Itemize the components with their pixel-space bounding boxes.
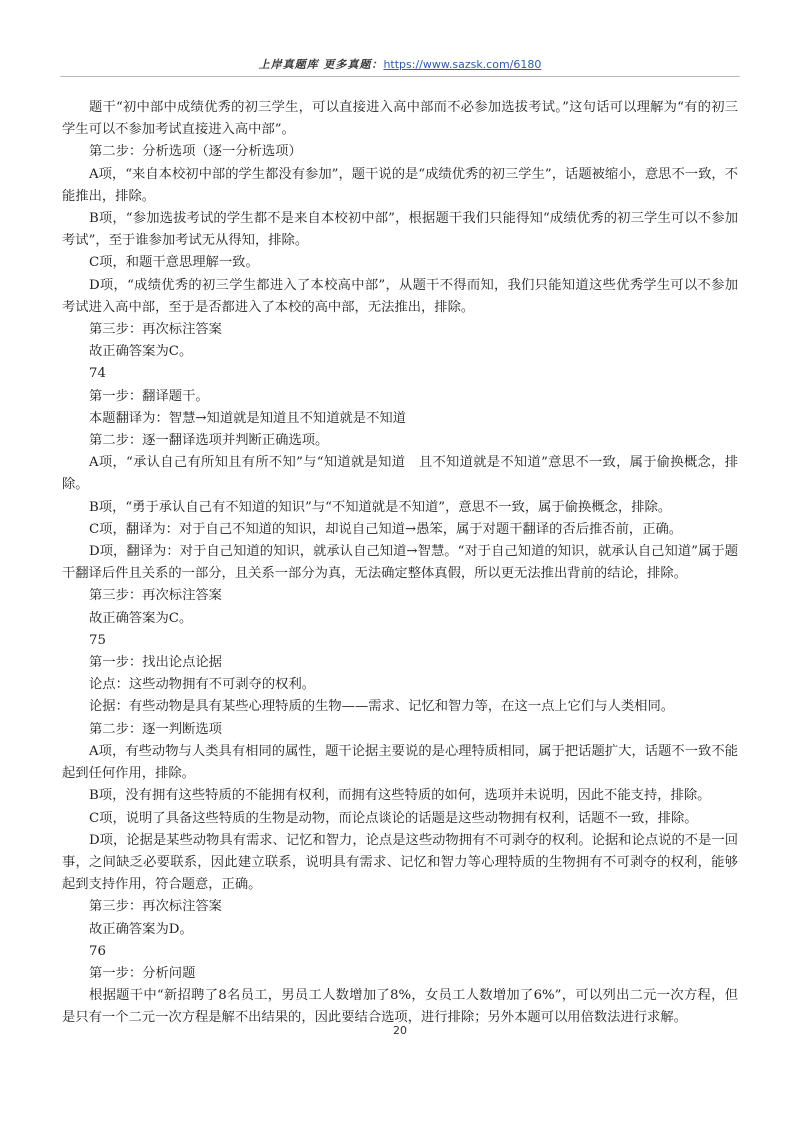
page-number: 20 (393, 1024, 407, 1037)
header-link[interactable]: https://www.sazsk.com/6180 (383, 58, 542, 71)
paragraph: 故正确答案为D。 (89, 921, 193, 937)
paragraph: B项，“勇于承认自己有不知道的知识”与“不知道就是不知道”，意思不一致，属于偷换概念，排除。 (89, 499, 672, 515)
paragraph: A项，“承认自己有所知且有所不知”与“知道就是知道 且不知道就是不知道”意思不一致，属于偷换概念，排除。 (62, 455, 738, 493)
paragraph: 第一步：找出论点论据 (89, 655, 222, 671)
paragraph: 论点：这些动物拥有不可剥夺的权利。 (89, 677, 316, 693)
paragraph: 第二步：逐一判断选项 (89, 721, 222, 737)
paragraph: 74 (89, 366, 106, 382)
paragraph: 故正确答案为C。 (89, 344, 193, 360)
paragraph: D项，翻译为：对于自己知道的知识，就承认自己知道→智慧。“对于自己知道的知识，就承认自己知道”属于题干翻译后件且关系的一部分，且关系一部分为真，无法确定整体真假，所以更无法推出背前的结论，排除。 (62, 544, 738, 582)
paragraph: 第一步：翻译题干。 (89, 388, 209, 404)
header-label: 上岸真题库 更多真题： (258, 58, 384, 71)
paragraph: C项，翻译为：对于自己不知道的知识，却说自己知道→愚笨，属于对题干翻译的否后推否前，正确。 (89, 521, 683, 537)
paragraph: 论据：有些动物是具有某些心理特质的生物——需求、记忆和智力等，在这一点上它们与人类相同。 (89, 699, 675, 715)
page-footer (0, 1024, 800, 1037)
paragraph: A项，“来自本校初中部的学生都没有参加”，题干说的是“成绩优秀的初三学生”，话题被缩小，意思不一致，不能推出，排除。 (62, 166, 738, 204)
paragraph: B项，没有拥有这些特质的不能拥有权利，而拥有这些特质的如何，选项并未说明，因此不能支持，排除。 (89, 788, 711, 804)
header-divider (60, 76, 740, 77)
paragraph: 题干“初中部中成绩优秀的初三学生，可以直接进入高中部而不必参加选拔考试。”这句话可以理解为“有的初三学生可以不参加考试直接进入高中部”。 (62, 100, 738, 138)
paragraph: 75 (89, 632, 106, 648)
paragraph: 本题翻译为：智慧→知道就是知道且不知道就是不知道 (89, 410, 406, 426)
paragraph: 根据题干中“新招聘了8名员工，男员工人数增加了8%，女员工人数增加了6%”，可以列出二元一次方程，但是只有一个二元一次方程是解不出结果的，因此要结合选项，进行排除；另外本题可以用倍数法进行求解。 (62, 988, 738, 1026)
paragraph: 76 (89, 943, 106, 959)
paragraph: D项，“成绩优秀的初三学生都进入了本校高中部”，从题干不得而知，我们只能知道这些优秀学生可以不参加考试进入高中部，至于是否都进入了本校的高中部，无法推出，排除。 (62, 277, 738, 315)
paragraph: C项，说明了具备这些特质的生物是动物，而论点谈论的话题是这些动物拥有权利，话题不一致，排除。 (89, 810, 698, 826)
paragraph: 第二步：分析选项（逐一分析选项） (89, 144, 302, 160)
paragraph: D项，论据是某些动物具有需求、记忆和智力，论点是这些动物拥有不可剥夺的权利。论据和论点说的不是一回事，之间缺乏必要联系，因此建立联系，说明具有需求、记忆和智力等心理特质的生物拥有不可剥夺的权利，能够起到支持作用，符合题意，正确。 (62, 832, 738, 893)
paragraph: 故正确答案为C。 (89, 610, 193, 626)
paragraph: 第三步：再次标注答案 (89, 322, 222, 338)
page-header (60, 56, 740, 72)
paragraph: A项，有些动物与人类具有相同的属性，题干论据主要说的是心理特质相同，属于把话题扩大，话题不一致不能起到任何作用，排除。 (62, 743, 738, 782)
paragraph: 第三步：再次标注答案 (89, 899, 222, 915)
paragraph: B项，“参加选拔考试的学生都不是来自本校初中部”，根据题干我们只能得知“成绩优秀的初三学生可以不参加考试”，至于谁参加考试无从得知，排除。 (62, 211, 738, 249)
paragraph: C项，和题干意思理解一致。 (89, 255, 259, 271)
paragraph: 第二步：逐一翻译选项并判断正确选项。 (89, 433, 329, 449)
paragraph: 第三步：再次标注答案 (89, 588, 222, 604)
document-body (62, 97, 738, 1030)
paragraph: 第一步：分析问题 (89, 965, 196, 981)
